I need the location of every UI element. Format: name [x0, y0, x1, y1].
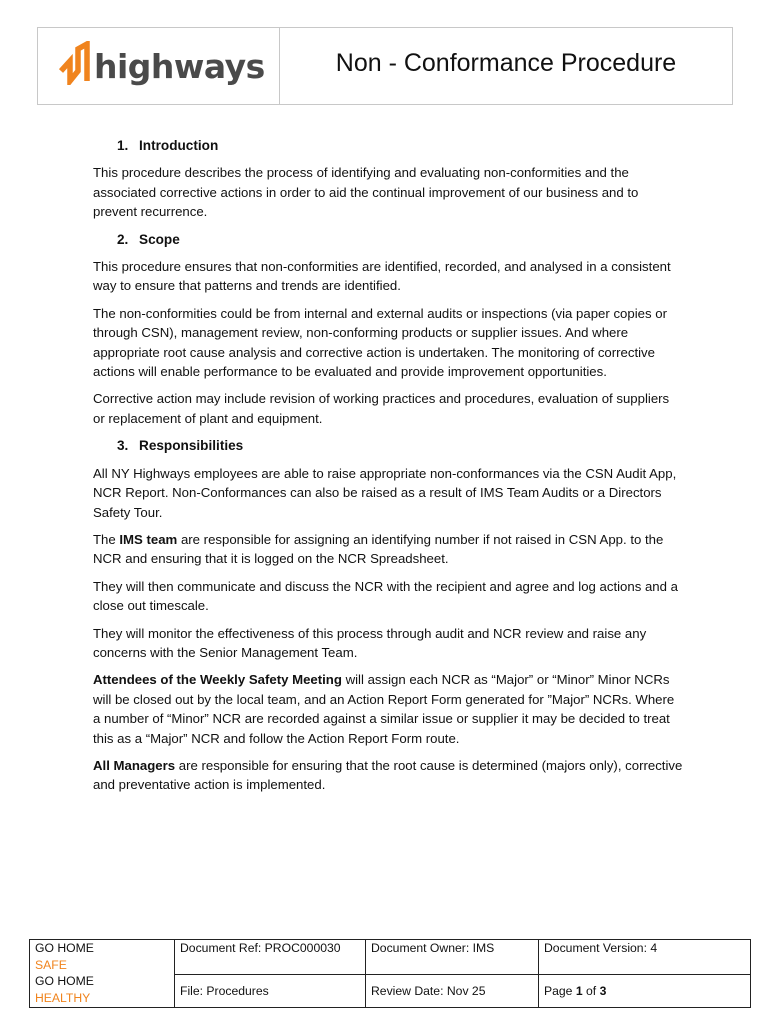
page-number: Page 1 of 3 [539, 975, 751, 1008]
document-owner: Document Owner: IMS [366, 940, 539, 975]
section-heading-scope: 2. Scope [117, 231, 180, 247]
paragraph: This procedure describes the process of identifying and evaluating non-conformities and the associated corrective actions in order to aid the continual improvement of our business and to prevent recurrence. [93, 165, 639, 220]
paragraph-managers: All Managers are responsible for ensuring that the root cause is determined (majors only), corrective and preventative action is implemented. [93, 757, 683, 793]
document-title: Non - Conformance Procedure [335, 48, 677, 77]
section-heading-introduction: 1. Introduction [117, 138, 219, 153]
logo-text: highways [94, 46, 265, 86]
review-date: Review Date: Nov 25 [366, 975, 539, 1008]
document-body [93, 136, 683, 803]
document-footer [29, 939, 751, 1008]
document-ref: Document Ref: PROC000030 [175, 940, 366, 975]
paragraph: They will monitor the effectiveness of this process through audit and NCR review and raise any concerns with the Senior Management Team. [93, 625, 647, 660]
slogan: GO HOME SAFE GO HOME HEALTHY [30, 940, 175, 1008]
section-heading-responsibilities: 3. Responsibilities [117, 438, 244, 454]
file-name: File: Procedures [175, 975, 366, 1008]
paragraph: They will then communicate and discuss the NCR with the recipient and agree and log actions and a close out timescale. [93, 578, 678, 614]
paragraph: All NY Highways employees are able to raise appropriate non-conformances via the CSN Audit App, NCR Report. Non-Conformances can also be raised as a result of IMS Team Audits or a Directors Safety Tour. [93, 465, 677, 520]
paragraph: This procedure ensures that non-conformities are identified, recorded, and analysed in a consistent way to ensure that patterns and trends are identified. [93, 259, 671, 294]
paragraph: The non-conformities could be from internal and external audits or inspections (via paper copies or through CSN), management review, non-conforming products or supplier issues. And where appropriate root cause analysis and corrective action is undertaken. The monitoring of corrective actions will enable performance to be evaluated and provide improvement opportunities. [93, 305, 667, 380]
paragraph: Corrective action may include revision of working practices and procedures, evaluation of suppliers or replacement of plant and equipment. [93, 391, 670, 426]
document-version: Document Version: 4 [539, 940, 751, 975]
highways-logo-icon [58, 41, 92, 85]
paragraph-ims-team: The IMS team are responsible for assigning an identifying number if not raised in CSN App. to the NCR and ensuring that it is logged on the NCR Spreadsheet. [93, 531, 664, 567]
document-header [37, 27, 733, 105]
logo [38, 28, 280, 104]
paragraph-attendees: Attendees of the Weekly Safety Meeting will assign each NCR as “Major” or “Minor” Minor NCRs will be closed out by the local team, and an Action Report Form generated for ”Major” NCRs. Where a number of “Minor” NCR are recorded against a similar issue or supplier it may be decided to treat this as a “Major” NCR and follow the Action Report Form route. [93, 672, 675, 746]
